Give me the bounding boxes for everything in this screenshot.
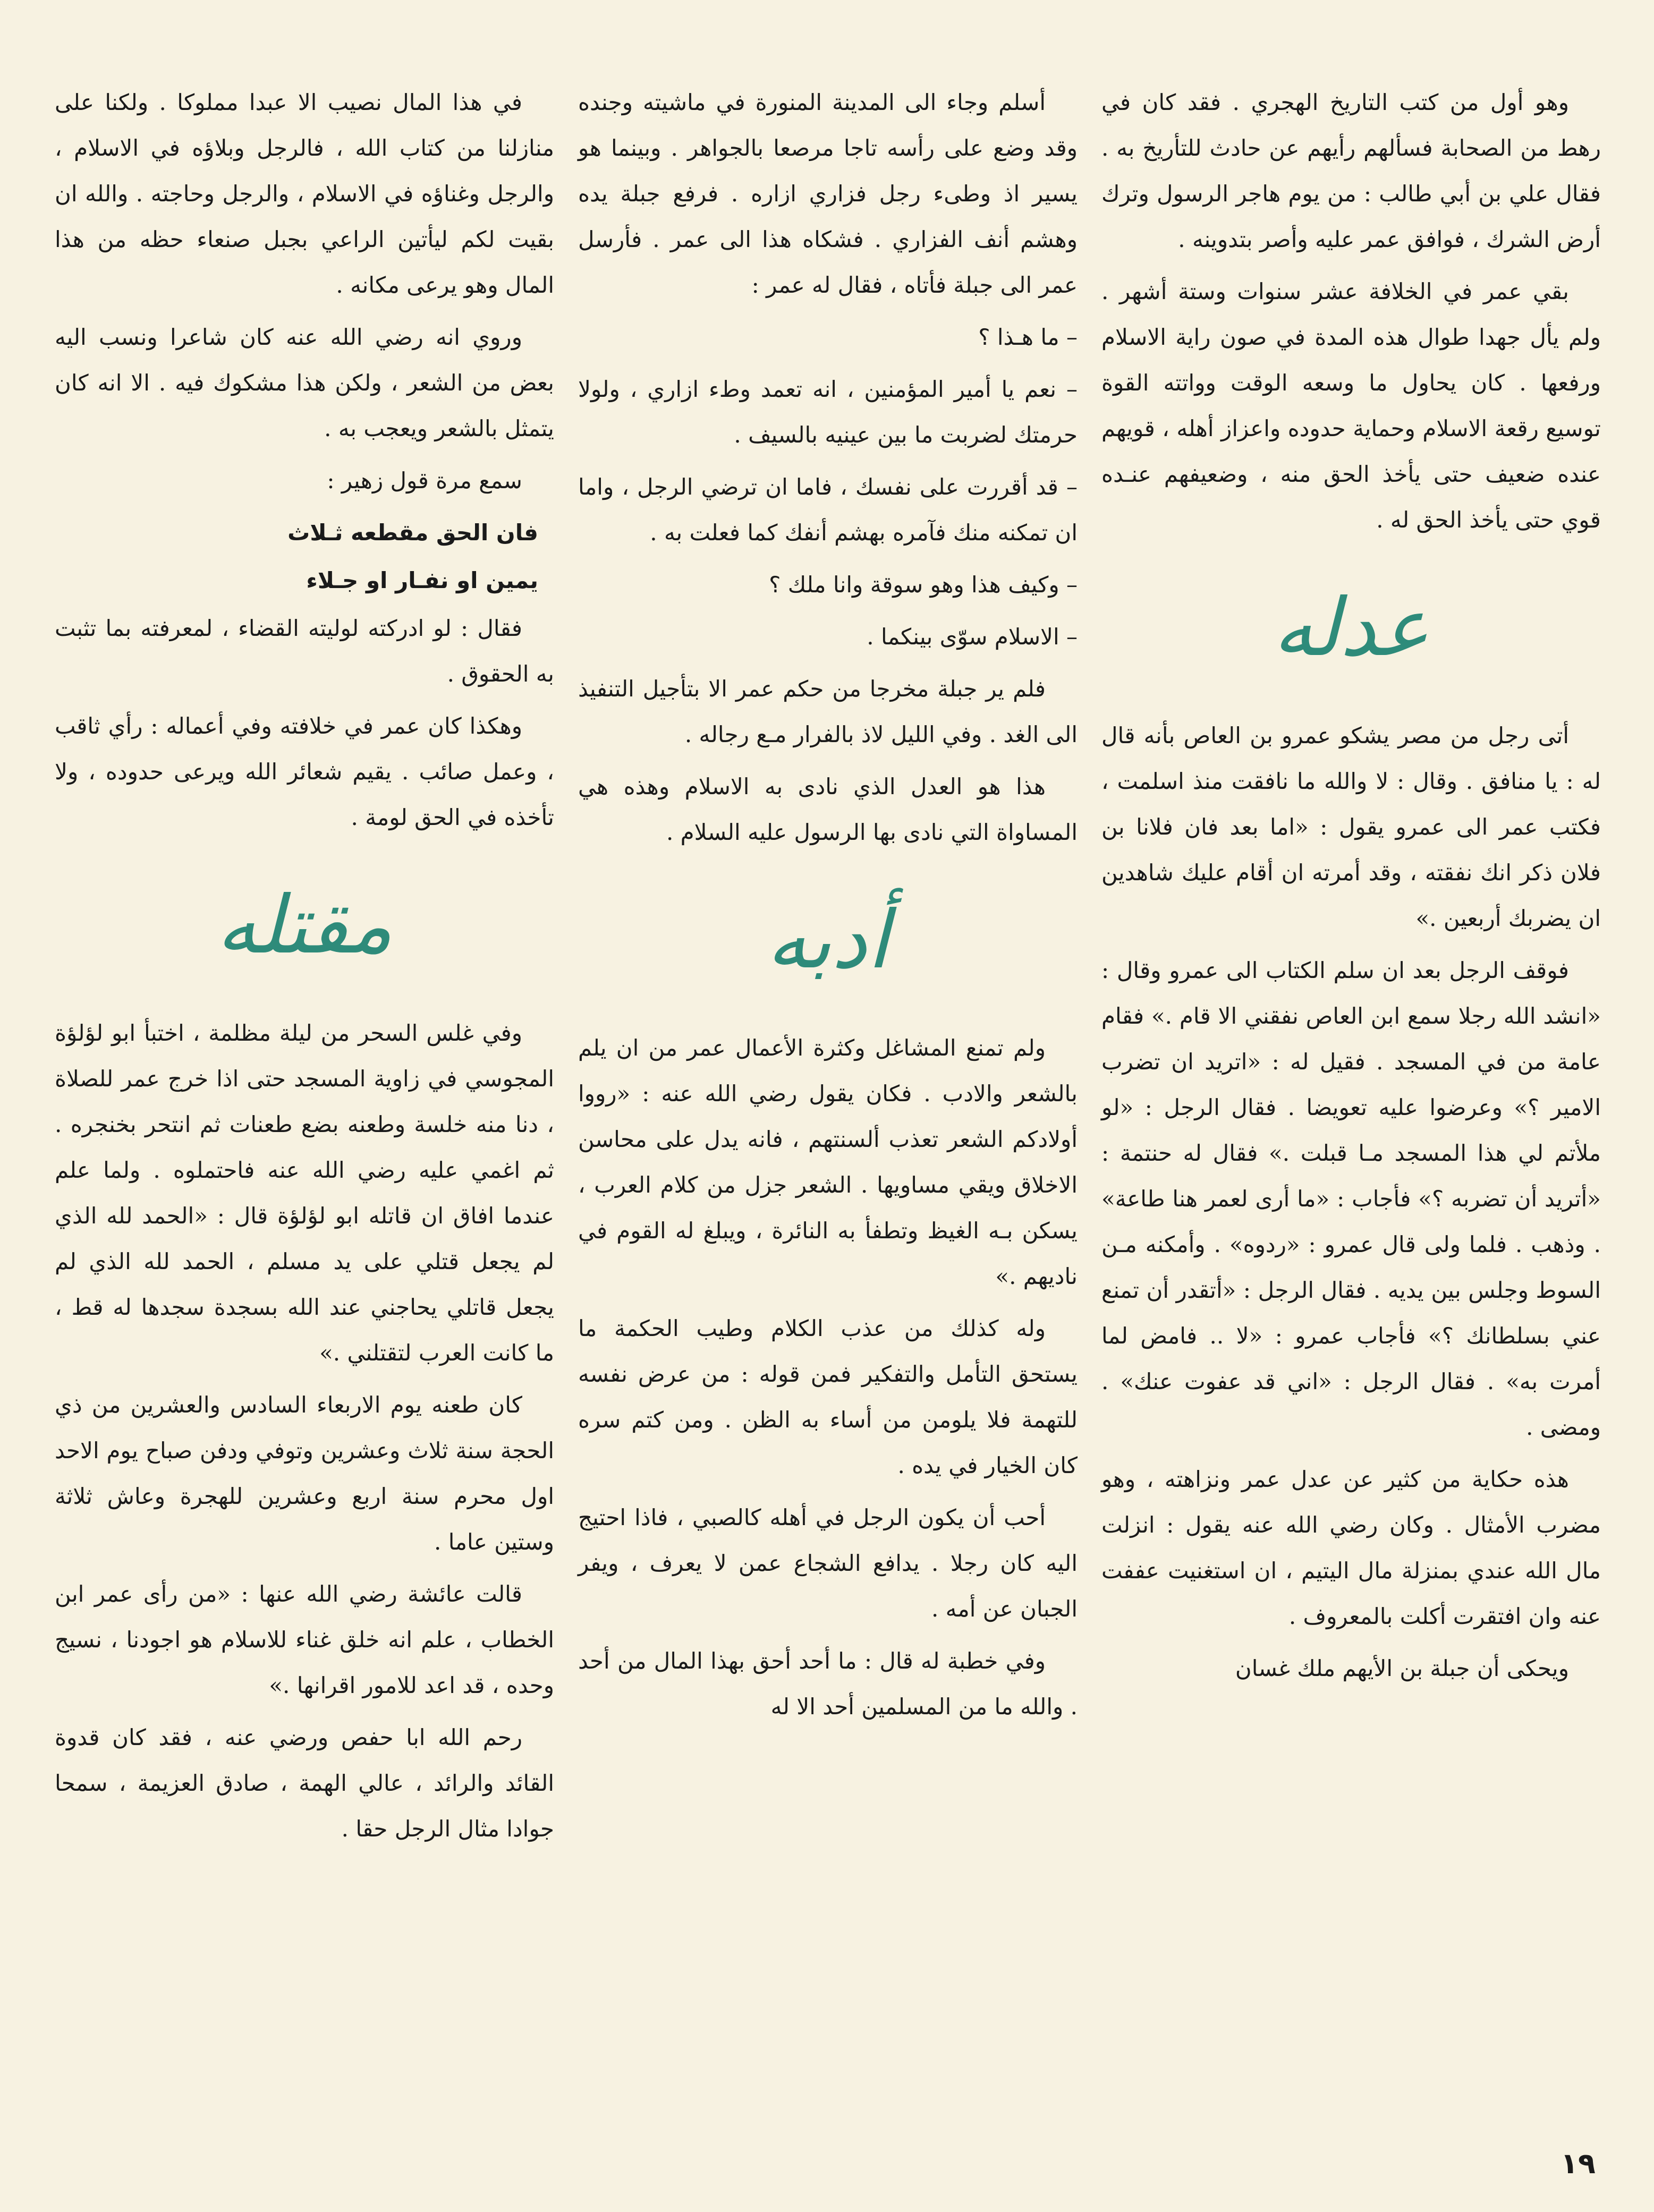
paragraph: وله كذلك من عذب الكلام وطيب الحكمة ما يستحق التأمل والتفكير فمن قوله : من عرض نفسه للتهمة فلا يلومن من أساء به الظن . ومن كتم سره كان الخيار في يده .	[578, 1315, 1078, 1478]
paragraph: ولم تمنع المشاغل وكثرة الأعمال عمر من ان يلم بالشعر والادب . فكان يقول رضي الله عنه : «رووا أولادكم الشعر تعذب ألسنتهم ، فانه يدل على محاسن الاخلاق ويقي مساويها . الشعر جزل من كلام العرب ، يسكن بـه الغيظ وتطفأ به النائرة ، ويبلغ له القوم في ناديهم .»	[578, 1035, 1078, 1289]
paragraph: رحم الله ابا حفص ورضي عنه ، فقد كان قدوة القائد والرائد ، عالي الهمة ، صادق العزيمة ، سمحا جوادا مثال الرجل حقا .	[55, 1724, 554, 1842]
paragraph: وهو أول من كتب التاريخ الهجري . فقد كان في رهط من الصحابة فسألهم رأيهم عن حادث للتأريخ به . فقال علي بن أبي طالب : من يوم هاجر الرسول وترك أرض الشرك ، فوافق عمر عليه وأصر بتدوينه .	[1101, 89, 1601, 252]
column-middle	[578, 80, 1078, 1736]
dialogue-line: – نعم يا أمير المؤمنين ، انه تعمد وطء ازاري ، ولولا حرمتك لضربت ما بين عينيه بالسيف .	[578, 376, 1078, 448]
dialogue-line: – الاسلام سوّى بينكما .	[867, 624, 1078, 650]
page-number: ١٩	[1560, 2147, 1596, 2180]
dialogue-line: – قد أقررت على نفسك ، فاما ان ترضي الرجل ، واما ان تمكنه منك فآمره بهشم أنفك كما فعلت به .	[578, 474, 1078, 546]
paragraph: وهكذا كان عمر في خلافته وفي أعماله : رأي ثاقب ، وعمل صائب . يقيم شعائر الله ويرعى حدوده ، ولا تأخذه في الحق لومة .	[55, 713, 554, 830]
paragraph: ويحكى أن جبلة بن الأيهم ملك غسان	[1235, 1655, 1569, 1681]
paragraph: وروي انه رضي الله عنه كان شاعرا ونسب اليه بعض من الشعر ، ولكن هذا مشكوك فيه . الا انه كان يتمثل بالشعر ويعجب به .	[55, 324, 554, 441]
section-heading-justice: عدله	[1273, 582, 1430, 674]
paragraph: قالت عائشة رضي الله عنها : «من رأى عمر ابن الخطاب ، علم انه خلق غناء للاسلام هو اجودنا ، نسيج وحده ، قد اعد للامور اقرانها .»	[55, 1581, 554, 1698]
paragraph: في هذا المال نصيب الا عبدا مملوكا . ولكنا على منازلنا من كتاب الله ، فالرجل وبلاؤه في الاسلام ، والرجل وغناؤه في الاسلام ، والرجل وحاجته . والله ان بقيت لكم ليأتين الراعي بجبل صنعاء حظه من هذا المال وهو يرعى مكانه .	[55, 89, 554, 298]
section-heading-literature: أدبه	[766, 894, 889, 986]
column-left	[55, 80, 554, 1858]
paragraph: فقال : لو ادركته لوليته القضاء ، لمعرفته بما تثبت به الحقوق .	[55, 615, 554, 687]
paragraph: كان طعنه يوم الاربعاء السادس والعشرين من ذي الحجة سنة ثلاث وعشرين وتوفي ودفن صباح يوم الاحد اول محرم سنة اربع وعشرين للهجرة وعاش ثلاثة وستين عاما .	[55, 1392, 554, 1555]
paragraph: وفي خطبة له قال : ما أحد أحق بهذا المال من أحد . والله ما من المسلمين أحد الا له	[578, 1648, 1078, 1720]
paragraph: هذه حكاية من كثير عن عدل عمر ونزاهته ، وهو مضرب الأمثال . وكان رضي الله عنه يقول : انزلت مال الله عندي بمنزلة مال اليتيم ، ان استغنيت عففت عنه وان افتقرت أكلت بالمعروف .	[1101, 1466, 1601, 1629]
paragraph: وفي غلس السحر من ليلة مظلمة ، اختبأ ابو لؤلؤة المجوسي في زاوية المسجد حتى اذا خرج عمر للصلاة ، دنا منه خلسة وطعنه بضع طعنات ثم انتحر بخنجره . ثم اغمي عليه رضي الله عنه فاحتملوه . ولما علم عندما افاق ان قاتله ابو لؤلؤة قال : «الحمد لله الذي لم يجعل قتلي على يد مسلم ، الحمد لله الذي لم يجعل قاتلي يحاجني عند الله بسجدة سجدها له قط ، ما كانت العرب لتقتلني .»	[55, 1020, 554, 1366]
dialogue-line: – ما هـذا ؟	[978, 324, 1078, 350]
column-right	[1101, 80, 1601, 1698]
paragraph: بقي عمر في الخلافة عشر سنوات وستة أشهر . ولم يأل جهدا طوال هذه المدة في صون راية الاسلام ورفعها . كان يحاول ما وسعه الوقت وواتته القوة توسيع رقعة الاسلام وحماية حدوده واعزاز أهله ، قويهم عنده ضعيف حتى يأخذ الحق منه ، وضعيفهم عنـده قوي حتى يأخذ الحق له .	[1101, 278, 1601, 533]
section-heading-death: مقتله	[216, 879, 393, 972]
paragraph: هذا هو العدل الذي نادى به الاسلام وهذه هي المساواة التي نادى بها الرسول عليه السلام .	[578, 773, 1078, 845]
dialogue-line: – وكيف هذا وهو سوقة وانا ملك ؟	[769, 572, 1078, 598]
paragraph: أسلم وجاء الى المدينة المنورة في ماشيته وجنده وقد وضع على رأسه تاجا مرصعا بالجواهر . وبينما هو يسير اذ وطىء رجل فزاري ازاره . فرفع جبلة يده وهشم أنف الفزاري . فشكاه هذا الى عمر . فأرسل عمر الى جبلة فأتاه ، فقال له عمر :	[578, 89, 1078, 298]
paragraph: فوقف الرجل بعد ان سلم الكتاب الى عمرو وقال : «انشد الله رجلا سمع ابن العاص نفقني الا قام .» فقام عامة من في المسجد . فقيل له : «اتريد ان تضرب الامير ؟» وعرضوا عليه تعويضا . فقال الرجل : «لو ملأتم لي هذا المسجد مـا قبلت .» فقال له حنتمة : «أتريد أن تضربه ؟» فأجاب : «ما أرى لعمر هنا طاعة» . وذهب . فلما ولى قال عمرو : «ردوه» . وأمكنه مـن السوط وجلس بين يديه . فقال الرجل : «أتقدر أن تمنع عني بسلطانك ؟» فأجاب عمرو : «لا .. فامض لما أمرت به» . فقال الرجل : «اني قد عفوت عنك» . ومضى .	[1101, 957, 1601, 1440]
paragraph: أتى رجل من مصر يشكو عمرو بن العاص بأنه قال له : يا منافق . وقال : لا والله ما نافقت منذ اسلمت ، فكتب عمر الى عمرو يقول : «اما بعد فان فلانا بن فلان ذكر انك نفقته ، وقد أمرته ان أقام عليك شاهدين ان يضربك أربعين .»	[1101, 722, 1601, 931]
poem-verse: يمين او نفـار او جـلاء	[306, 567, 538, 593]
paragraph: أحب أن يكون الرجل في أهله كالصبي ، فاذا احتيج اليه كان رجلا . يدافع الشجاع عمن لا يعرف ، ويفر الجبان عن أمه .	[578, 1504, 1078, 1622]
paragraph: سمع مرة قول زهير :	[327, 467, 522, 494]
paragraph: فلم ير جبلة مخرجا من حكم عمر الا بتأجيل التنفيذ الى الغد . وفي الليل لاذ بالفرار مـع رجاله .	[578, 676, 1078, 747]
poem-verse: فان الحق مقطعه ثـلاث	[287, 520, 538, 546]
